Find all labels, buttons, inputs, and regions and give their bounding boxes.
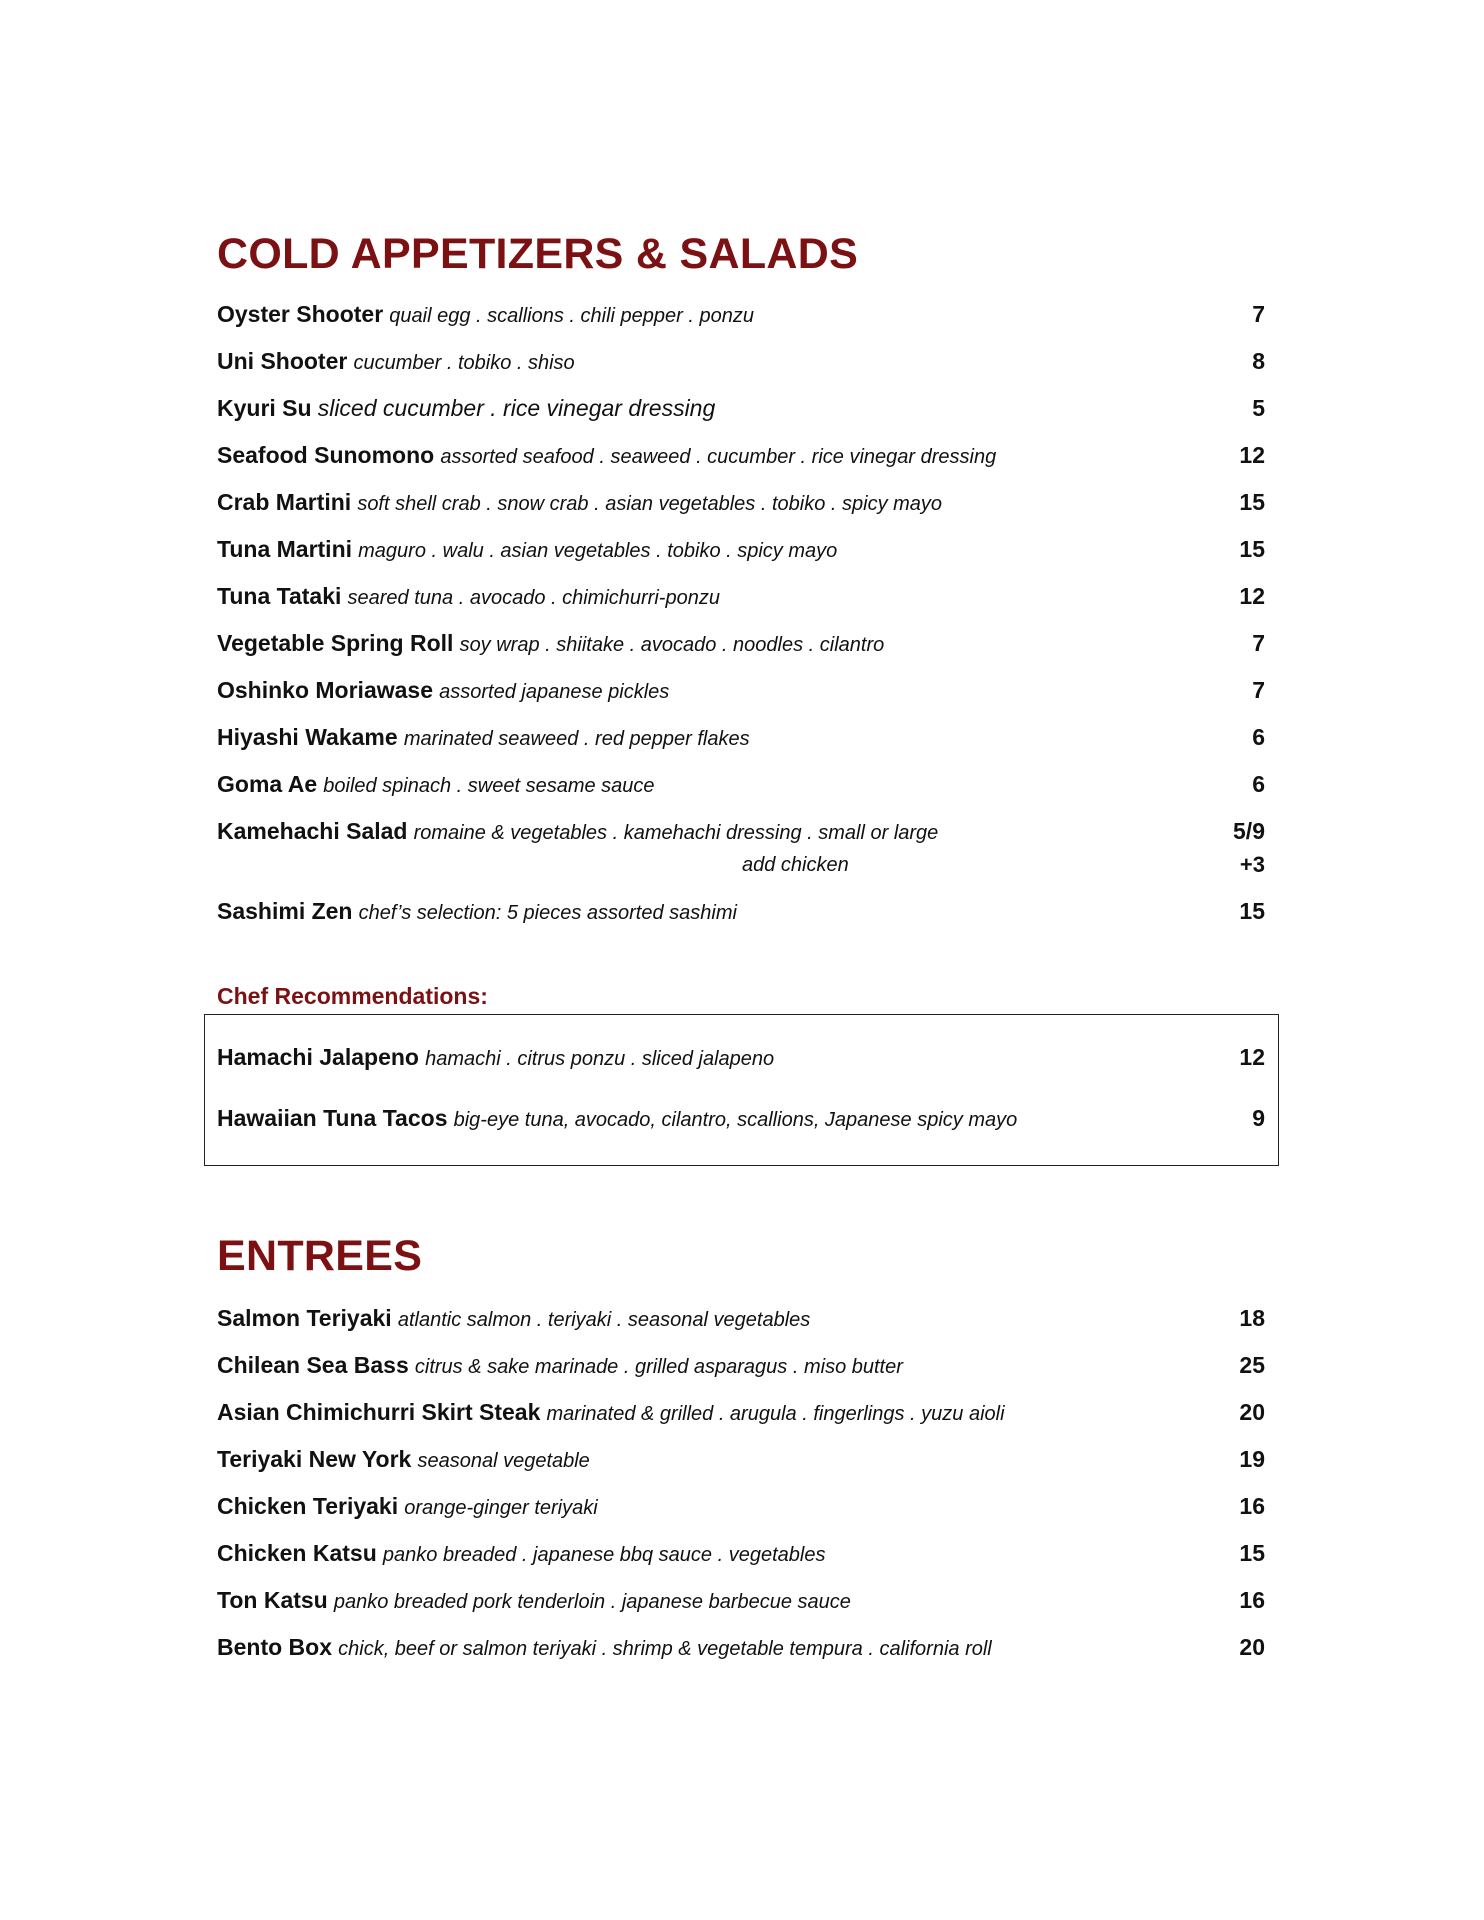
- item-description: assorted japanese pickles: [439, 681, 670, 703]
- menu-item-seafood-sunomono: [217, 438, 1265, 472]
- item-name: Chicken Katsu: [217, 1540, 377, 1566]
- item-name: Oshinko Moriawase: [217, 677, 434, 703]
- item-price: 15: [1239, 536, 1265, 562]
- item-price: 6: [1252, 771, 1265, 797]
- menu-item-ton-katsu: [217, 1583, 1265, 1617]
- menu-item-chicken-katsu: [217, 1536, 1265, 1570]
- item-name: Hawaiian Tuna Tacos: [217, 1105, 448, 1131]
- item-description: maguro . walu . asian vegetables . tobiko . spicy mayo: [358, 540, 838, 562]
- item-price: 9: [1252, 1105, 1265, 1131]
- item-price: 12: [1239, 1044, 1265, 1070]
- item-name: Salmon Teriyaki: [217, 1305, 392, 1331]
- item-name: Kamehachi Salad: [217, 818, 408, 844]
- item-description: seasonal vegetable: [417, 1450, 590, 1472]
- entrees-title: ENTREES: [217, 1232, 423, 1280]
- menu-item-kyuri-su: [217, 391, 1265, 425]
- menu-item-kamehachi-salad: [217, 814, 1265, 848]
- menu-item-crab-martini: [217, 485, 1265, 519]
- item-price: 8: [1252, 348, 1265, 374]
- item-description: atlantic salmon . teriyaki . seasonal vegetables: [397, 1309, 811, 1331]
- item-name: Chicken Teriyaki: [217, 1493, 399, 1519]
- menu-item-bento-box: [217, 1630, 1265, 1664]
- item-name: Vegetable Spring Roll: [217, 630, 454, 656]
- kamehachi-salad-addon: [217, 850, 1265, 880]
- menu-item-oyster-shooter: [217, 297, 1265, 331]
- item-description: soy wrap . shiitake . avocado . noodles . cilantro: [459, 634, 885, 656]
- item-description: marinated seaweed . red pepper flakes: [403, 728, 750, 750]
- item-name: Asian Chimichurri Skirt Steak: [217, 1399, 541, 1425]
- item-name: Tuna Tataki: [217, 583, 342, 609]
- item-description: citrus & sake marinade . grilled asparagus . miso butter: [414, 1356, 903, 1378]
- chef-recommendations-heading: Chef Recommendations:: [217, 983, 488, 1009]
- menu-item-tuna-martini: [217, 532, 1265, 566]
- item-description: hamachi . citrus ponzu . sliced jalapeno: [425, 1048, 775, 1070]
- item-name: Seafood Sunomono: [217, 442, 435, 468]
- item-name: Hiyashi Wakame: [217, 724, 398, 750]
- item-name: Ton Katsu: [217, 1587, 328, 1613]
- menu-item-hamachi-jalapeno: [217, 1040, 1265, 1074]
- item-price: 20: [1239, 1634, 1265, 1660]
- item-price: 25: [1239, 1352, 1265, 1378]
- item-price: 16: [1239, 1493, 1265, 1519]
- menu-item-chilean-sea-bass: [217, 1348, 1265, 1382]
- menu-item-tuna-tataki: [217, 579, 1265, 613]
- item-price: 15: [1239, 489, 1265, 515]
- item-name: Hamachi Jalapeno: [217, 1044, 419, 1070]
- item-price: 12: [1239, 442, 1265, 468]
- menu-item-vegetable-spring-roll: [217, 626, 1265, 660]
- item-price: 12: [1239, 583, 1265, 609]
- item-description: sliced cucumber . rice vinegar dressing: [317, 395, 716, 421]
- item-name: Chilean Sea Bass: [217, 1352, 409, 1378]
- item-description: boiled spinach . sweet sesame sauce: [323, 775, 655, 797]
- menu-item-salmon-teriyaki: [217, 1301, 1265, 1335]
- item-description: assorted seafood . seaweed . cucumber . rice vinegar dressing: [440, 446, 997, 468]
- menu-item-chicken-teriyaki: [217, 1489, 1265, 1523]
- item-price: 19: [1239, 1446, 1265, 1472]
- item-price: 7: [1252, 301, 1265, 327]
- item-name: Goma Ae: [217, 771, 318, 797]
- item-description: orange-ginger teriyaki: [404, 1497, 598, 1519]
- menu-item-teriyaki-new-york: [217, 1442, 1265, 1476]
- item-name: Crab Martini: [217, 489, 352, 515]
- item-name: Oyster Shooter: [217, 301, 384, 327]
- item-price: 6: [1252, 724, 1265, 750]
- item-price: 15: [1239, 1540, 1265, 1566]
- item-price: 15: [1239, 898, 1265, 924]
- item-description: panko breaded pork tenderloin . japanese barbecue sauce: [333, 1591, 851, 1613]
- item-description: marinated & grilled . arugula . fingerlings . yuzu aioli: [546, 1403, 1005, 1425]
- item-name: Bento Box: [217, 1634, 332, 1660]
- item-description: chick, beef or salmon teriyaki . shrimp & vegetable tempura . california roll: [338, 1638, 992, 1660]
- menu-item-oshinko-moriawase: [217, 673, 1265, 707]
- chef-recommendations-box: [204, 1014, 1279, 1166]
- menu-item-goma-ae: [217, 767, 1265, 801]
- menu-item-hiyashi-wakame: [217, 720, 1265, 754]
- item-description: big-eye tuna, avocado, cilantro, scallions, Japanese spicy mayo: [453, 1109, 1018, 1131]
- item-description: seared tuna . avocado . chimichurri-ponzu: [347, 587, 720, 609]
- item-description: panko breaded . japanese bbq sauce . vegetables: [382, 1544, 826, 1566]
- addon-description: add chicken: [742, 854, 849, 876]
- item-name: Teriyaki New York: [217, 1446, 412, 1472]
- item-name: Uni Shooter: [217, 348, 348, 374]
- item-name: Kyuri Su: [217, 395, 312, 421]
- item-description: chef’s selection: 5 pieces assorted sashimi: [358, 902, 737, 924]
- item-price: 7: [1252, 630, 1265, 656]
- addon-price: +3: [1239, 852, 1265, 877]
- menu-item-uni-shooter: [217, 344, 1265, 378]
- menu-item-hawaiian-tuna-tacos: [217, 1101, 1265, 1135]
- item-price: 5/9: [1233, 818, 1265, 844]
- item-description: soft shell crab . snow crab . asian vegetables . tobiko . spicy mayo: [357, 493, 943, 515]
- item-name: Tuna Martini: [217, 536, 353, 562]
- item-name: Sashimi Zen: [217, 898, 353, 924]
- menu-item-sashimi-zen: [217, 894, 1265, 928]
- item-description: cucumber . tobiko . shiso: [353, 352, 575, 374]
- menu-item-asian-chimichurri-skirt-steak: [217, 1395, 1265, 1429]
- item-description: quail egg . scallions . chili pepper . ponzu: [389, 305, 754, 327]
- item-price: 18: [1239, 1305, 1265, 1331]
- item-price: 20: [1239, 1399, 1265, 1425]
- cold-appetizers-title: COLD APPETIZERS & SALADS: [217, 230, 859, 278]
- item-price: 16: [1239, 1587, 1265, 1613]
- item-description: romaine & vegetables . kamehachi dressing . small or large: [413, 822, 939, 844]
- item-price: 7: [1252, 677, 1265, 703]
- item-price: 5: [1252, 395, 1265, 421]
